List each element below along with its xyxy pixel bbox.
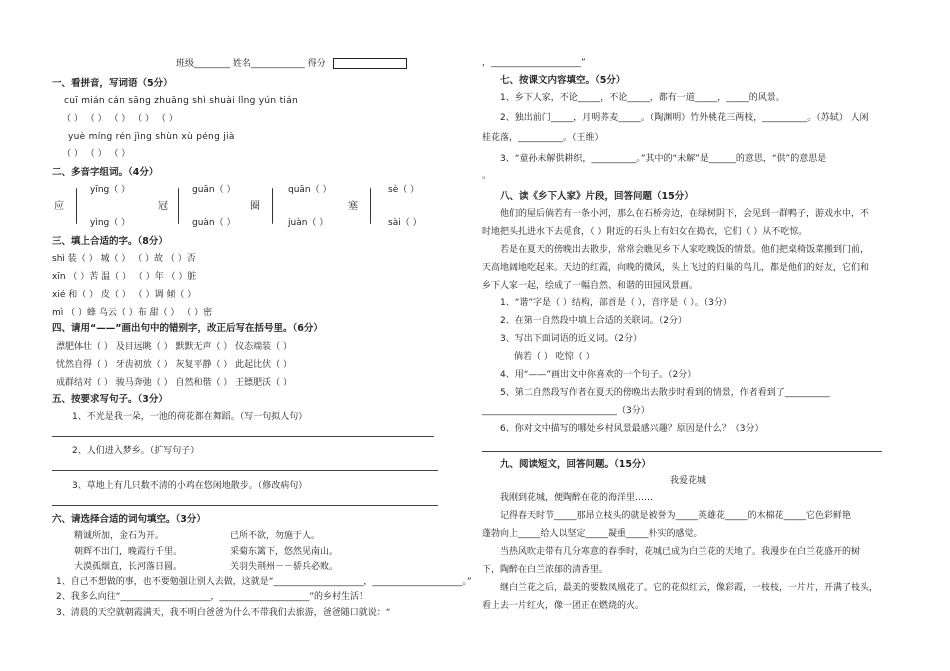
- quan-bottom[interactable]: juàn（ ）: [288, 218, 329, 228]
- section-6-title: 六、请选择合适的词句填空。（3分）: [52, 514, 206, 525]
- reading-q3-words[interactable]: 倘若（ ） 吃惊（ ）: [514, 352, 595, 362]
- article-l3[interactable]: 蓬勃向上_____给人以坚定_____凝重_____朴实的感觉。: [482, 529, 703, 539]
- brace-3: [272, 188, 273, 224]
- ying-char: 应: [54, 201, 64, 212]
- quan-char: 圈: [250, 201, 260, 212]
- article-title: 我爱花城: [669, 476, 706, 486]
- fill-row-mi[interactable]: mì （ ）蜂 乌云（ ）布 甜（ ） （ ）密: [52, 308, 213, 318]
- article-l5: 下，陶醉在白兰浓郁的清香里。: [482, 565, 609, 575]
- score-box: [333, 58, 407, 69]
- answer-line-1[interactable]: [52, 436, 434, 437]
- pinyin-row-2: yuè míng rén jìng shùn xù péng jià: [68, 132, 235, 142]
- recite-q3b: 。: [482, 171, 492, 181]
- reading-q1[interactable]: 1、“谐”字是（ ）结构，部首是（ ），音序是（ ）。（3分）: [500, 298, 732, 308]
- recite-q2b[interactable]: 桂花落，__________。（王维）: [482, 133, 604, 143]
- phrase-2a: 朝辉不出门，晚霞行千里。: [74, 547, 183, 557]
- answer-line-2[interactable]: [52, 470, 438, 471]
- fill-q3: 3、清晨的天空就朝霞满天，我不明白爸爸为什么不带我们去旅游，爸爸随口就说：“: [56, 608, 391, 618]
- passage-p2a: 若是在夏天的傍晚出去散步，常常会瞧见乡下人家吃晚饭的情景。他们把桌椅饭菜搬到门前，: [500, 245, 870, 255]
- sentence-q2: 2、人们进入梦乡。（扩写句子）: [72, 446, 200, 456]
- section-8-title: 八、读《乡下人家》片段，回答问题（15分）: [500, 191, 694, 202]
- phrase-2b: 采菊东篱下，悠然见南山。: [230, 547, 339, 557]
- phrase-1b: 已所不欲，勿施于人。: [230, 531, 321, 541]
- passage-p1a: 他们的屋后倘若有一条小河，那么在石桥旁边，在绿树阴下，会见到一群鸭子，游戏水中，不: [500, 209, 870, 219]
- header-fields: 班级________ 姓名____________ 得分: [176, 59, 326, 69]
- ying-top[interactable]: yīng（ ）: [90, 185, 131, 195]
- fill-q1[interactable]: 1、自己不想做的事，也不要勉强让别人去做，这就是“____________________，____________________。”: [56, 577, 472, 587]
- recite-q1[interactable]: 1、乡下人家，不论_____，不论_____，都有一道_____，_____的风景。: [500, 93, 785, 103]
- typo-row-1[interactable]: 漂肥体壮（ ） 及目远眺（ ） 默默无声（ ） 仪态端装（ ）: [56, 342, 293, 352]
- passage-p2b: 天高地阔地吃起来。天边的红霞，向晚的微风，头上飞过的归巢的鸟儿，都是他们的好友，它们和: [482, 263, 870, 273]
- sai-bottom[interactable]: sài（ ）: [388, 218, 422, 228]
- section-5-title: 五、按要求写句子。（3分）: [52, 394, 168, 405]
- fill-row-shi[interactable]: shì 装（ ） 城（ ） （ ）故 （ ）否: [52, 254, 196, 264]
- fill-row-xie[interactable]: xié 和（ ） 皮（ ） （ ）调 倾（ ）: [52, 290, 197, 300]
- reading-q3: 3、写出下面词语的近义词。（2分）: [500, 334, 642, 344]
- section-2-title: 二、多音字组词。（4分）: [52, 167, 159, 178]
- recite-q2a[interactable]: 2、独出前门_____，月明荞麦_____。（陶渊明）竹外桃花三两枝，__________。（苏轼） 人闲: [500, 113, 869, 123]
- sai-char: 塞: [348, 201, 358, 212]
- typo-row-3[interactable]: 成群结对（ ） 骏马奔弛（ ） 自然和偕（ ） 王镖肥沃（ ）: [56, 378, 293, 388]
- guan-bottom[interactable]: guàn（ ）: [192, 218, 236, 228]
- reading-q2: 2、在第一自然段中填上合适的关联词。（2分）: [500, 316, 687, 326]
- fill-row-xin[interactable]: xīn （ ）苦 温（ ） （ ）年 （ ）脏: [52, 272, 197, 282]
- guan-top[interactable]: guān（ ）: [192, 185, 236, 195]
- passage-p1b: 时地把头扎进水下去觅食，（ ）附近的石头上有妇女在捣衣，它们（ ）从不吃惊。: [482, 227, 808, 237]
- answer-brackets-2[interactable]: （ ） （ ） （ ）: [62, 149, 131, 159]
- article-l4: 当热风吹走带有几分寒意的春季时，花城已成为白兰花的天地了。我漫步在白兰花盛开的树: [500, 547, 861, 557]
- answer-line-3[interactable]: [52, 505, 438, 506]
- article-l1: 我刚到花城，便陶醉在花的海洋里……: [500, 493, 654, 503]
- section-3-title: 三、填上合适的字。（8分）: [52, 236, 168, 247]
- answer-brackets-1[interactable]: （ ） （ ） （ ） （ ） （ ）: [62, 114, 178, 124]
- reading-q6: 6、你对文中描写的哪处乡村风景最感兴趣？原因是什么？（3分）: [500, 424, 764, 434]
- continued-quote[interactable]: ，____________________”: [482, 58, 586, 68]
- brace-4: [370, 188, 371, 224]
- quan-top[interactable]: quān（ ）: [288, 185, 332, 195]
- sentence-q3: 3、草地上有几只数不清的小鸡在悠闲地散步。（修改病句）: [72, 481, 308, 491]
- passage-p2c: 乡下人家一起，绘成了一幅自然、和谐的田园风景画。: [482, 281, 699, 291]
- section-4-title: 四、请用“——”画出句中的错别字，改正后写在括号里。（6分）: [52, 323, 323, 334]
- article-l2[interactable]: 记得春天时节_____那昂立枝头的就是被誉为_____英雄花_____的木棉花_____它色彩鲜艳: [500, 511, 852, 521]
- ying-bottom[interactable]: yìng（ ）: [90, 218, 131, 228]
- phrase-1a: 精诚所加，金石为开。: [74, 531, 165, 541]
- reading-q5b[interactable]: ______________________________（3分）: [482, 406, 650, 416]
- phrase-3b: 关羽失荆州－－骄兵必败。: [230, 562, 339, 572]
- brace-2: [178, 188, 179, 224]
- pinyin-row-1: cuī mián cán sāng zhuāng shì shuài lǐng yún tián: [64, 96, 299, 106]
- section-7-title: 七、按课文内容填空。（5分）: [500, 75, 626, 86]
- section-9-title: 九、阅读短文，回答问题。（15分）: [500, 459, 651, 470]
- article-l7: 看上去一片红火，像一团正在燃烧的火。: [482, 601, 645, 611]
- sentence-q1: 1、不光是我一朵，一池的荷花都在舞蹈。（写一句拟人句）: [72, 412, 308, 422]
- fill-q2[interactable]: 2、我多么向往“____________________，____________________”的乡村生活！: [56, 592, 369, 602]
- reading-q4: 4、用“——”画出文中你喜欢的一个句子。（2分）: [500, 370, 697, 380]
- brace-1: [76, 188, 77, 224]
- guan-char: 冠: [158, 201, 168, 212]
- typo-row-2[interactable]: 忧然自得（ ） 牙齿初放（ ） 灰复平静（ ） 此起比伏（ ）: [56, 360, 293, 370]
- section-1-title: 一、看拼音，写词语（5分）: [52, 78, 173, 89]
- article-l6: 继白兰花之后，最美的要数凤凰花了。它的花似红云，像彩霞，一枝枝，一片片，开满了枝头，: [500, 583, 879, 593]
- reading-q5a[interactable]: 5、第二自然段写作者在夏天的傍晚出去散步时看到的情景，作者看到了__________: [500, 388, 830, 398]
- sai-top[interactable]: sè（ ）: [388, 185, 420, 195]
- answer-line-q6[interactable]: [482, 451, 882, 452]
- recite-q3a[interactable]: 3、“童孙未解供耕织，__________。”其中的“未解”是______的意思，“供”的意思是: [500, 154, 827, 164]
- phrase-3a: 大漠孤烟直，长河落日圆。: [74, 562, 183, 572]
